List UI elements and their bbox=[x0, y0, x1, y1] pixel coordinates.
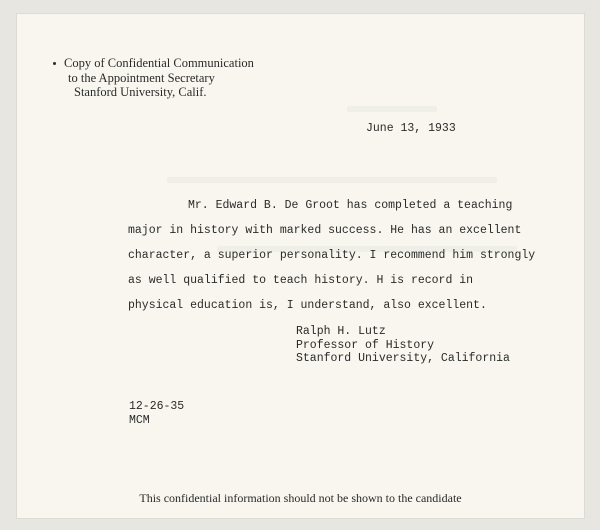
signature-affiliation: Stanford University, California bbox=[296, 352, 510, 365]
signature-name: Ralph H. Lutz bbox=[296, 325, 386, 338]
body-line: as well qualified to teach history. H is record in bbox=[128, 274, 474, 287]
ink-dot bbox=[53, 62, 56, 65]
letter-body bbox=[128, 193, 535, 318]
reference-block bbox=[129, 400, 184, 427]
letter-date: June 13, 1933 bbox=[366, 122, 456, 135]
confidential-header bbox=[64, 56, 254, 100]
bleed-through-mark bbox=[347, 106, 437, 112]
document-page bbox=[17, 14, 584, 518]
header-line: Copy of Confidential Communication bbox=[64, 56, 254, 70]
signature-block bbox=[296, 325, 510, 366]
header-line: to the Appointment Secretary bbox=[68, 70, 215, 85]
body-line: Mr. Edward B. De Groot has completed a teaching bbox=[188, 199, 513, 212]
reference-date: 12-26-35 bbox=[129, 400, 185, 413]
body-line: physical education is, I understand, also excellent. bbox=[128, 299, 487, 312]
bleed-through-mark bbox=[167, 177, 497, 183]
body-line: character, a superior personality. I recommend him strongly bbox=[128, 249, 536, 262]
signature-title: Professor of History bbox=[296, 338, 435, 352]
reference-initials: MCM bbox=[129, 413, 150, 427]
body-line: major in history with marked success. He has an excellent bbox=[128, 224, 522, 237]
header-line: Stanford University, Calif. bbox=[74, 85, 207, 99]
confidentiality-footer: This confidential information should not be shown to the candidate bbox=[139, 491, 462, 505]
